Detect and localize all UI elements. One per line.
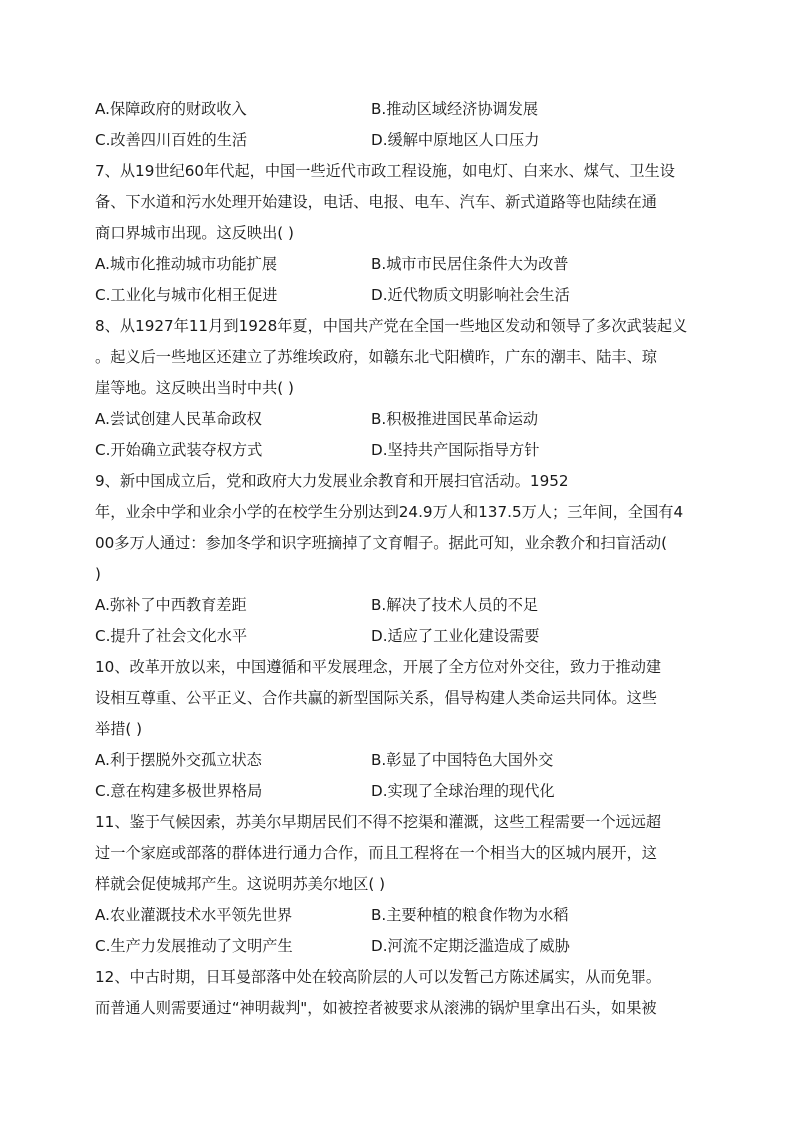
option-a: A.尝试创建人民革命政权 [95, 410, 262, 428]
option-row [95, 590, 705, 621]
question-text-line: 备、下水道和污水处理开始建设，电话、电报、电车、汽车、新式道路等也陆续在通 [95, 193, 657, 211]
option-b: B.推动区域经济协调发展 [371, 100, 539, 118]
option-row [95, 94, 705, 125]
question-text-line: ) [95, 565, 101, 583]
question-text-line: 00多万人通过：参加冬学和识字班摘掉了文育帽子。据此可知，业余教介和扫盲活动( [95, 534, 668, 552]
question-8 [95, 311, 705, 404]
option-d: D.近代物质文明影响社会生活 [371, 286, 570, 304]
question-text-line: 年，业余中学和业余小学的在校学生分别达到24.9万人和137.5万人；三年间，全国有4 [95, 503, 684, 521]
option-d: D.河流不定期泛滥造成了威胁 [371, 937, 570, 955]
option-d: D.坚持共产国际指导方针 [371, 441, 540, 459]
question-list [95, 94, 705, 1024]
option-row [95, 125, 705, 156]
question-text-line: 而普通人则需要通过“神明裁判"，如被控者被要求从滚沸的锅炉里拿出石头，如果被 [95, 999, 657, 1017]
option-c: C.提升了社会文化水平 [95, 627, 248, 645]
option-a: A.弥补了中西教育差距 [95, 596, 247, 614]
option-d: D.适应了工业化建设需要 [371, 627, 540, 645]
question-7 [95, 156, 705, 249]
option-row [95, 249, 705, 280]
question-12 [95, 962, 705, 1024]
option-c: C.改善四川百姓的生活 [95, 131, 248, 149]
option-row [95, 931, 705, 962]
option-b: B.解决了技术人员的不足 [371, 596, 539, 614]
option-b: B.主要种植的粮食作物为水稻 [371, 906, 569, 924]
question-text-line: 设相互尊重、公平正义、合作共赢的新型国际关系，倡导构建人类命运共同体。这些 [95, 689, 657, 707]
option-row [95, 404, 705, 435]
question-text-line: 8、从1927年11月到1928年夏，中国共产党在全国一些地区发动和领导了多次武装起义 [95, 317, 688, 335]
option-row [95, 621, 705, 652]
option-b: B.彰显了中国特色大国外交 [371, 751, 554, 769]
question-text-line: 。起义后一些地区还建立了苏维埃政府，如赣东北弋阳横昨，广东的潮丰、陆丰、琼 [95, 348, 657, 366]
option-a: A.农业灌溉技术水平领先世界 [95, 906, 293, 924]
option-c: C.工业化与城市化相王促进 [95, 286, 278, 304]
option-row [95, 280, 705, 311]
option-b: B.城市市民居住条件大为改普 [371, 255, 569, 273]
question-text-line: 举措( ) [95, 720, 143, 738]
option-row [95, 745, 705, 776]
option-c: C.生产力发展推动了文明产生 [95, 937, 293, 955]
option-d: D.缓解中原地区人口压力 [371, 131, 540, 149]
option-d: D.实现了全球治理的现代化 [371, 782, 555, 800]
option-c: C.意在构建多极世界格局 [95, 782, 263, 800]
question-text-line: 7、从19世纪60年代起，中国一些近代市政工程设施，如电灯、白来水、煤气、卫生设 [95, 162, 675, 180]
option-b: B.积极推进国民革命运动 [371, 410, 539, 428]
question-10 [95, 652, 705, 745]
option-c: C.开始确立武装夺权方式 [95, 441, 263, 459]
question-text-line: 12、中古时期，日耳曼部落中处在较高阶层的人可以发暂己方陈述属实，从而免罪。 [95, 968, 662, 986]
option-row [95, 900, 705, 931]
question-11 [95, 807, 705, 900]
option-a: A.城市化推动城市功能扩展 [95, 255, 278, 273]
question-text-line: 9、新中国成立后，党和政府大力发展业余教育和开展扫官活动。1952 [95, 472, 569, 490]
question-text-line: 过一个家庭或部落的群体进行通力合作，而且工程将在一个相当大的区城内展开，这 [95, 844, 657, 862]
question-text-line: 10、改革开放以来，中国遵循和平发展理念，开展了全方位对外交往，致力于推动建 [95, 658, 662, 676]
question-9 [95, 466, 705, 590]
option-row [95, 435, 705, 466]
question-text-line: 崖等地。这反映出当时中共( ) [95, 379, 294, 397]
question-text-line: 11、鉴于气候因索，苏美尔早期居民们不得不挖渠和灌溉，这些工程需要一个远远超 [95, 813, 662, 831]
question-text-line: 商口界城市出现。这反映出( ) [95, 224, 294, 242]
question-text-line: 样就会促使城邦产生。这说明苏美尔地区( ) [95, 875, 386, 893]
option-a: A.利于摆脱外交孤立状态 [95, 751, 262, 769]
option-row [95, 776, 705, 807]
option-a: A.保障政府的财政收入 [95, 100, 247, 118]
